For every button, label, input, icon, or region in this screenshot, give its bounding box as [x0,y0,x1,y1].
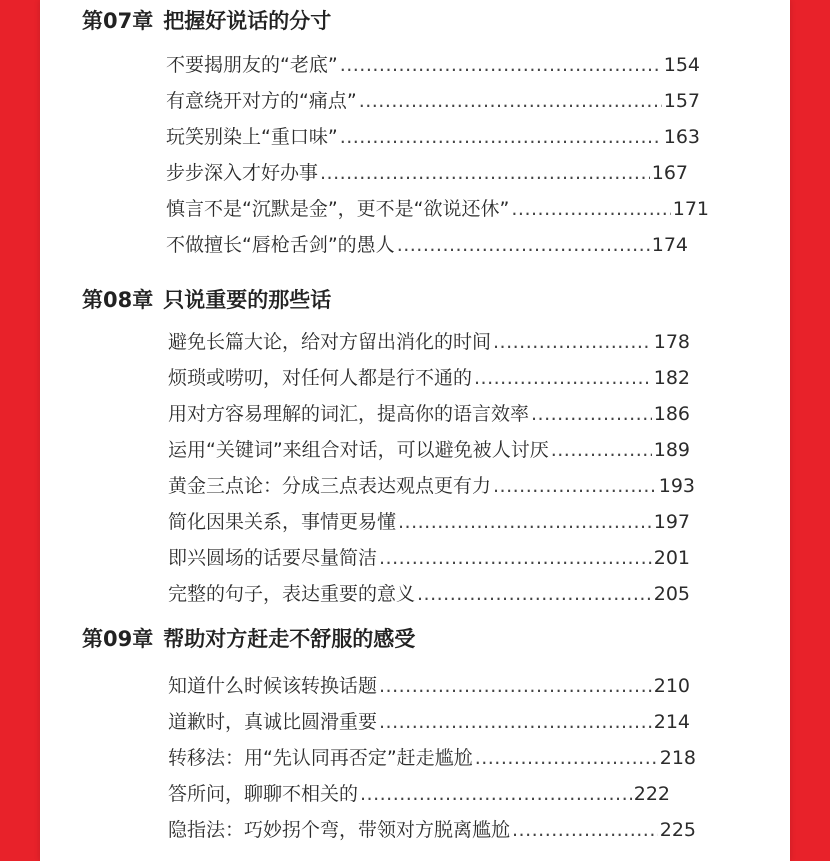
leader-dots [511,196,670,222]
toc-entry-title: 答所问，聊聊不相关的 [168,783,359,805]
toc-entry[interactable] [168,473,695,499]
toc-entry-page: 189 [653,439,690,461]
toc-entry-title: 玩笑别染上“重口味” [166,126,338,148]
toc-entry-page: 182 [653,367,690,389]
toc-entry-title: 知道什么时候该转换话题 [168,675,378,697]
toc-entry[interactable] [168,401,690,427]
toc-entry-title: 不要揭朋友的“老底” [166,54,338,76]
leader-dots [417,581,652,607]
toc-entry-title: 运用“关键词”来组合对话，可以避免被人讨厌 [168,439,549,461]
toc-entry[interactable] [168,329,690,355]
leader-dots [360,781,632,807]
toc-entry-page: 205 [653,583,690,605]
toc-entry-page: 178 [653,331,690,353]
toc-entry-page: 174 [651,234,688,256]
leader-dots [493,329,652,355]
toc-entry[interactable] [168,581,690,607]
toc-entry-page: 171 [672,198,709,220]
chapter-title: 把握好说话的分寸 [163,9,332,33]
toc-entry[interactable] [168,509,690,535]
leader-dots [475,745,658,771]
toc-entry[interactable] [166,88,700,114]
toc-entry-page: 163 [663,126,700,148]
toc-entry[interactable] [168,673,690,699]
toc-entry[interactable] [168,709,690,735]
toc-entry-title: 不做擅长“唇枪舌剑”的愚人 [166,234,395,256]
toc-entry[interactable] [168,781,670,807]
toc-entry-title: 有意绕开对方的“痛点” [166,90,357,112]
toc-entry-title: 即兴圆场的话要尽量简洁 [168,547,378,569]
toc-entry-title: 黄金三点论：分成三点表达观点更有力 [168,475,492,497]
toc-entry[interactable] [166,124,700,150]
toc-entry[interactable] [166,232,688,258]
toc-entry-page: 218 [659,747,696,769]
toc-entry[interactable] [168,365,690,391]
chapter-number: 第08章 [82,288,154,312]
toc-entry-title: 隐指法：巧妙拐个弯，带领对方脱离尴尬 [168,819,511,841]
toc-entry[interactable] [168,545,690,571]
toc-entry[interactable] [166,160,688,186]
toc-entry-page: 201 [653,547,690,569]
toc-entry-page: 186 [653,403,690,425]
leader-dots [359,88,662,114]
chapter-title: 只说重要的那些话 [163,288,332,312]
leader-dots [398,509,652,535]
toc-entry-title: 慎言不是“沉默是金”，更不是“欲说还休” [166,198,510,220]
toc-entry-page: 222 [633,783,670,805]
toc-entry-title: 步步深入才好办事 [166,162,319,184]
toc-entry[interactable] [168,745,696,771]
leader-dots [512,817,658,843]
leader-dots [379,545,652,571]
leader-dots [340,52,662,78]
toc-entry-page: 197 [653,511,690,533]
toc-page [40,0,790,861]
toc-entry-title: 避免长篇大论，给对方留出消化的时间 [168,331,492,353]
toc-entry-page: 154 [663,54,700,76]
toc-entry-title: 转移法：用“先认同再否定”赶走尴尬 [168,747,473,769]
chapter-heading [82,8,331,34]
leader-dots [379,709,652,735]
leader-dots [320,160,650,186]
toc-entry-page: 167 [651,162,688,184]
toc-entry[interactable] [166,196,709,222]
toc-entry[interactable] [166,52,700,78]
chapter-number: 第09章 [82,627,154,651]
leader-dots [397,232,650,258]
toc-entry-page: 210 [653,675,690,697]
leader-dots [379,673,652,699]
toc-entry-page: 214 [653,711,690,733]
leader-dots [493,473,657,499]
toc-entry-title: 烦琐或唠叨，对任何人都是行不通的 [168,367,473,389]
toc-entry-title: 简化因果关系，事情更易懂 [168,511,397,533]
toc-entry-title: 道歉时，真诚比圆滑重要 [168,711,378,733]
toc-entry-page: 193 [658,475,695,497]
leader-dots [551,437,652,463]
toc-entry-page: 225 [659,819,696,841]
toc-entry-title: 完整的句子，表达重要的意义 [168,583,416,605]
toc-entry-page: 157 [663,90,700,112]
leader-dots [340,124,662,150]
toc-entry[interactable] [168,817,696,843]
leader-dots [474,365,652,391]
chapter-heading [82,287,331,313]
leader-dots [531,401,652,427]
chapter-heading [82,626,415,652]
chapter-number: 第07章 [82,9,154,33]
toc-entry[interactable] [168,437,690,463]
chapter-title: 帮助对方赶走不舒服的感受 [163,627,416,651]
toc-entry-title: 用对方容易理解的词汇，提高你的语言效率 [168,403,530,425]
